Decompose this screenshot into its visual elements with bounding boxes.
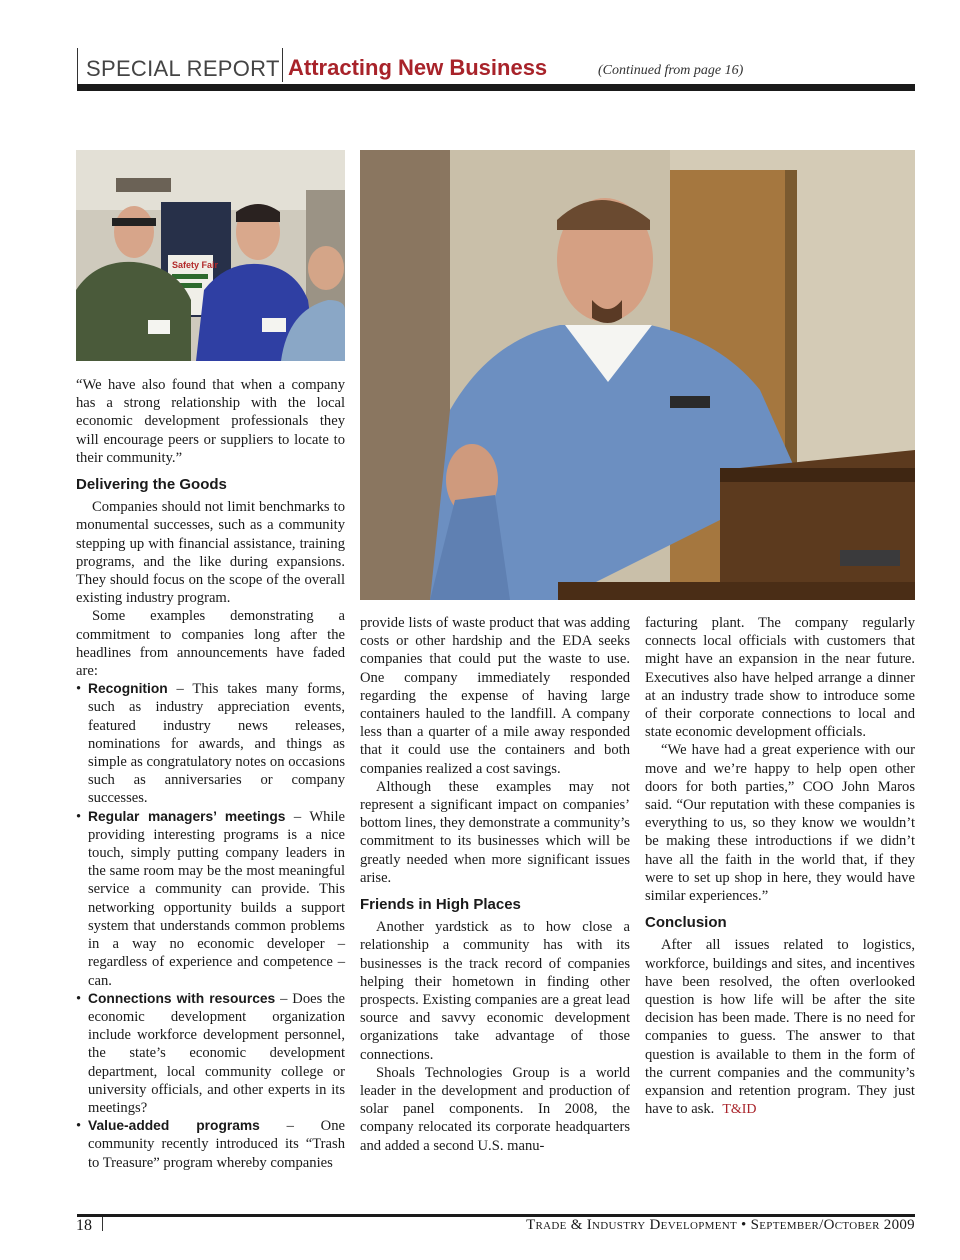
paragraph: Some examples demonstrating a commitment to companies long after the headlines from announcements have faded are: bbox=[76, 608, 345, 680]
paragraph: provide lists of waste product that was adding costs or other hardship and the EDA seeks companies that could put the waste to use. One company immediately responded regarding the expense of having large containers hauled to the landfill. A company less than a quarter of a mile away responded that it could use the containers and both companies realized a cost savings. bbox=[360, 615, 630, 777]
footer-divider bbox=[102, 1217, 103, 1231]
header-rule bbox=[77, 84, 915, 91]
publication-info: Trade & Industry Development • September/October 2009 bbox=[526, 1217, 915, 1233]
list-item: • Connections with resources – Does the economic development organization include workforce development personnel, the state’s economic development department, local community college or university officials, and other experts in its meetings? bbox=[76, 990, 345, 1116]
paragraph: Companies should not limit benchmarks to monumental successes, such as a community stepping up with financial assistance, training programs, and the like during expansions. They should focus on the scope of the overall existing industry program. bbox=[76, 499, 345, 607]
heading-friends-in-high-places: Friends in High Places bbox=[360, 896, 521, 914]
text-column-2 bbox=[360, 614, 630, 1155]
text-column-3 bbox=[645, 614, 915, 1119]
header-divider-left bbox=[77, 48, 78, 88]
continued-note[interactable]: (Continued from page 16) bbox=[598, 63, 744, 78]
bullet-icon: • bbox=[76, 990, 82, 1007]
section-label: SPECIAL REPORT bbox=[86, 56, 280, 81]
list-item: • Recognition – This takes many forms, such as industry appreciation events, featured industry news releases, nominations for awards, and things as simple as congratulatory notes on occasions such as anniversaries or company successes. bbox=[76, 681, 345, 807]
photo-networking-event bbox=[76, 150, 345, 361]
page-number: 18 bbox=[76, 1217, 92, 1234]
heading-delivering-the-goods: Delivering the Goods bbox=[76, 476, 227, 494]
paragraph: facturing plant. The company regularly connects local officials with customers that might have an expansion in the near future. Executives also have helped arrange a dinner at an industry trade show to introduce some of their corporate connections to local and state economic development officials. bbox=[645, 615, 915, 741]
paragraph: Shoals Technologies Group is a world leader in the development and production of solar panel components. In 2008, the company relocated its corporate headquarters and added a second U.S. manu- bbox=[360, 1064, 630, 1154]
bullet-icon: • bbox=[76, 1118, 82, 1135]
bullet-icon: • bbox=[76, 808, 82, 825]
paragraph: Although these examples may not represent a significant impact on companies’ bottom lines, they demonstrate a community’s commitment to its businesses which will be greatly needed when more significant issues arise. bbox=[360, 778, 630, 886]
bullet-icon: • bbox=[76, 681, 82, 698]
heading-conclusion: Conclusion bbox=[645, 914, 727, 932]
examples-list bbox=[76, 680, 345, 1171]
header-divider-mid bbox=[282, 48, 283, 82]
article-title: Attracting New Business bbox=[288, 55, 548, 80]
svg-text:Safety Fair: Safety Fair bbox=[172, 260, 219, 270]
list-item: • Value-added programs – One community recently introduced its “Trash to Treasure” program whereby companies bbox=[76, 1118, 345, 1171]
list-item: • Regular managers’ meetings – While providing interesting programs is a nice touch, simply putting company leaders in the same room may be the most meaningful service a community can provide. This networking opportunity builds a support system that understands common problems in a way no economic developer – regardless of experience and competence – can. bbox=[76, 808, 345, 989]
paragraph: After all issues related to logistics, workforce, buildings and sites, and incentives have been resolved, the often overlooked question is how life will be after the site decision has been made. There is no need for companies to guess. The answer to that question is available to them in the form of the current companies and the community’s expansion and retention program. They just have to ask. T&ID bbox=[645, 937, 915, 1118]
text-column-1 bbox=[76, 376, 345, 1172]
photo-speaker-at-podium bbox=[360, 150, 915, 600]
paragraph: “We have had a great experience with our move and we’re happy to help open other doors for both parties,” COO John Maros said. “Our reputation with these companies is everything to us, so they know we wouldn’t be making these introductions if we didn’t have all the faith in the world that, if they were to set up shop in here, they would have similar experiences.” bbox=[645, 742, 915, 905]
end-mark: T&ID bbox=[722, 1102, 757, 1118]
pull-quote: “We have also found that when a company has a strong relationship with the local economic development professionals they will encourage peers or suppliers to locate to their community.” bbox=[76, 377, 345, 466]
paragraph: Another yardstick as to how close a relationship a community has with its businesses is the track record of companies helping their hometown in finding other prospects. Existing companies are a great lead source and savvy economic development organizations take advantage of those connections. bbox=[360, 919, 630, 1063]
